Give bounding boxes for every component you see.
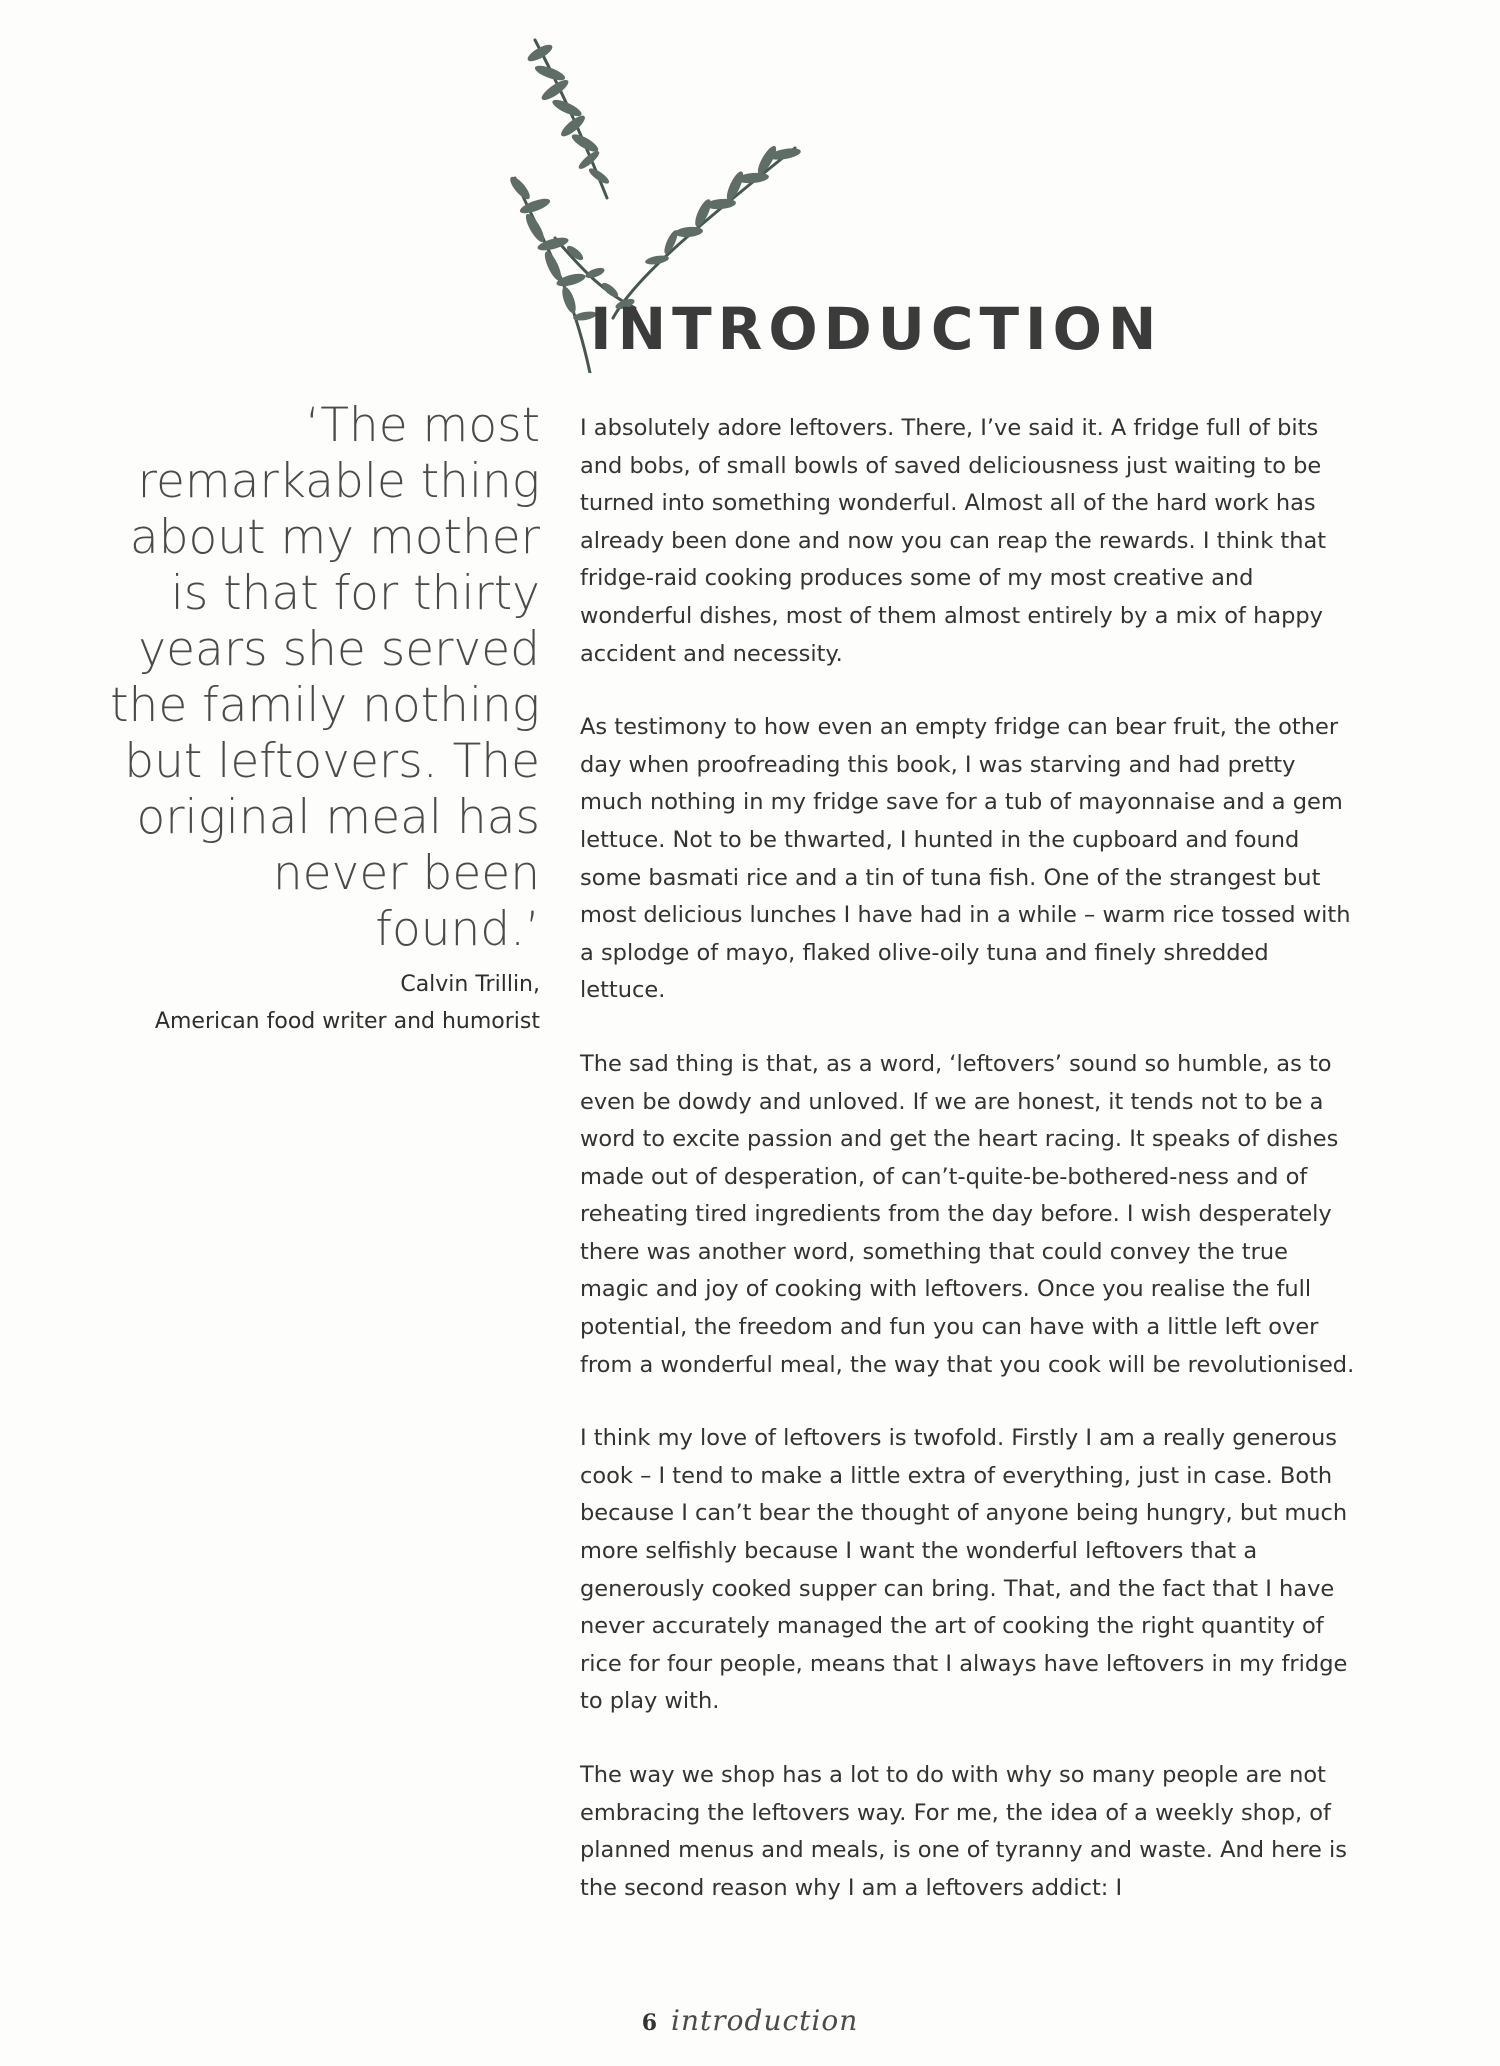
quote-author: Calvin Trillin, xyxy=(400,972,540,997)
pull-quote xyxy=(110,398,540,1040)
page-title: INTRODUCTION xyxy=(590,295,1163,363)
paragraph: I think my love of leftovers is twofold. Firstly I am a really generous cook – I tend to make a little extra of everything, just in case. Both because I can’t bear the thought of anyone being hungry, but much more selfishly because I want the wonderful leftovers that a generously cooked supper can bring. That, and the fact that I have never accurately managed the art of cooking the right quantity of rice for four people, means that I always have leftovers in my fridge to play with. xyxy=(580,1425,1348,1715)
paragraph: The way we shop has a lot to do with why so many people are not embracing the leftovers way. For me, the idea of a weekly shop, of planned menus and meals, is one of tyranny and waste. And here is the second reason why I am a leftovers addict: I xyxy=(580,1762,1348,1901)
paragraph: As testimony to how even an empty fridge can bear fruit, the other day when proofreading this book, I was starving and had pretty much nothing in my fridge save for a tub of mayonnaise and a gem lettuce. Not to be thwarted, I hunted in the cupboard and found some basmati rice and a tin of tuna fish. One of the strangest but most delicious lunches I have had in a while – warm rice tossed with a splodge of mayo, flaked olive-oily tuna and finely shredded lettuce. xyxy=(580,714,1351,1004)
quote-author-role: American food writer and humorist xyxy=(154,1009,540,1034)
running-footer-section: introduction xyxy=(671,2004,859,2037)
body-text xyxy=(580,410,1360,1943)
paragraph: The sad thing is that, as a word, ‘leftovers’ sound so humble, as to even be dowdy and unloved. If we are honest, it tends not to be a word to excite passion and get the heart racing. It speaks of dishes made out of desperation, of can’t-quite-be-bothered-ness and of reheating tired ingredients from the day before. I wish desperately there was another word, something that could convey the true magic and joy of cooking with leftovers. Once you realise the full potential, the freedom and fun you can have with a little left over from a wonderful meal, the way that you cook will be revolutionised. xyxy=(580,1050,1355,1378)
page-number: 6 xyxy=(641,2010,658,2036)
page-footer xyxy=(0,2004,1500,2037)
quote-text: ‘The most remarkable thing about my mother is that for thirty years she served the family nothing but leftovers. The original meal has never been found.’ xyxy=(110,398,540,957)
paragraph: I absolutely adore leftovers. There, I’ve said it. A fridge full of bits and bobs, of small bowls of saved deliciousness just waiting to be turned into something wonderful. Almost all of the hard work has already been done and now you can reap the rewards. I think that fridge-raid cooking produces some of my most creative and wonderful dishes, most of them almost entirely by a mix of happy accident and necessity. xyxy=(580,415,1327,667)
